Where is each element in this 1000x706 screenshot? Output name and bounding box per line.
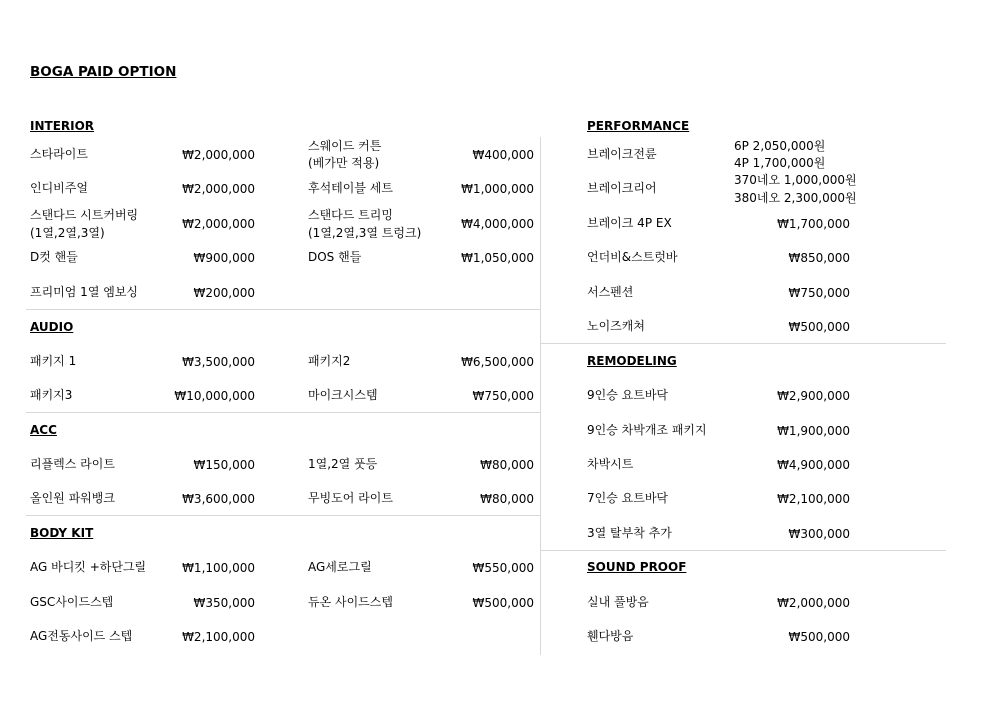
item-name: 브레이크 4P EX [587,216,672,230]
item-name: 스타라이트 [30,147,88,161]
item-price-option: 380네오 2,300,000원 [734,191,857,205]
item-price: ₩80,000 [480,458,534,472]
item-name: 올인원 파워뱅크 [30,491,115,505]
section-heading-performance: PERFORMANCE [587,119,690,133]
item-name: 노이즈캐쳐 [587,319,645,333]
section-heading-audio: AUDIO [30,320,74,334]
item-price: ₩2,000,000 [777,596,850,610]
item-name: D컷 핸들 [30,250,78,264]
item-price: ₩500,000 [788,630,850,644]
item-name: 패키지2 [308,354,351,368]
section-divider-interior [26,309,540,310]
item-price: ₩850,000 [788,251,850,265]
item-name: 인디비주얼 [30,181,88,195]
item-name: 실내 풀방음 [587,595,649,609]
item-price: ₩500,000 [472,596,534,610]
item-name: 패키지 1 [30,354,77,368]
item-name: 패키지3 [30,388,73,402]
item-price: ₩3,600,000 [182,492,255,506]
item-name: AG세로그릴 [308,560,372,574]
section-heading-remodeling: REMODELING [587,354,677,368]
item-price: ₩1,900,000 [777,424,850,438]
section-heading-acc: ACC [30,423,57,437]
section-divider-remodeling [540,550,946,551]
section-divider-performance [540,343,946,344]
item-name: 9인승 차박개조 패키지 [587,423,707,437]
item-price: ₩200,000 [193,286,255,300]
item-name: DOS 핸들 [308,250,362,264]
column-divider [540,137,541,655]
item-name: 9인승 요트바닥 [587,388,669,402]
item-price: ₩2,000,000 [182,148,255,162]
item-name: AG전동사이드 스텝 [30,629,133,643]
item-price: ₩2,100,000 [182,630,255,644]
item-name-note: (1열,2열,3열) [30,226,105,240]
item-name: 차박시트 [587,457,634,471]
item-price: ₩3,500,000 [182,355,255,369]
item-price: ₩300,000 [788,527,850,541]
item-price: ₩2,900,000 [777,389,850,403]
item-price: ₩4,900,000 [777,458,850,472]
item-name-note: (1열,2열,3열 트렁크) [308,226,422,240]
item-price: ₩2,000,000 [182,182,255,196]
item-name: 스탠다드 트리밍 [308,208,393,222]
item-name: 언더비&스트럿바 [587,250,678,264]
item-name: 서스펜션 [587,285,634,299]
item-name: 리플렉스 라이트 [30,457,115,471]
item-name-note: (베가만 적용) [308,156,380,170]
section-heading-bodykit: BODY KIT [30,526,94,540]
item-price: ₩1,100,000 [182,561,255,575]
page-title: BOGA PAID OPTION [30,64,177,80]
item-name: 스탠다드 시트커버링 [30,208,139,222]
item-name: 3열 탈부착 추가 [587,526,672,540]
item-price-option: 370네오 1,000,000원 [734,173,857,187]
item-price: ₩10,000,000 [174,389,255,403]
item-price: ₩150,000 [193,458,255,472]
item-price: ₩1,700,000 [777,217,850,231]
item-name: 스웨이드 커튼 [308,139,382,153]
item-price: ₩4,000,000 [461,217,534,231]
section-heading-soundproof: SOUND PROOF [587,560,687,574]
section-divider-audio [26,412,540,413]
item-name: 브레이크전륜 [587,147,657,161]
item-price: ₩2,100,000 [777,492,850,506]
section-divider-acc [26,515,540,516]
item-price: ₩550,000 [472,561,534,575]
item-price: ₩750,000 [788,286,850,300]
item-name: 무빙도어 라이트 [308,491,393,505]
item-price: ₩750,000 [472,389,534,403]
item-name: 7인승 요트바닥 [587,491,669,505]
item-price-option: 6P 2,050,000원 [734,139,826,153]
item-price: ₩500,000 [788,320,850,334]
item-name: 듀온 사이드스텝 [308,595,393,609]
item-name: 휀다방음 [587,629,634,643]
item-name: 프리미엄 1열 엠보싱 [30,285,139,299]
item-price: ₩6,500,000 [461,355,534,369]
item-name: AG 바디킷 +하단그릴 [30,560,147,574]
item-name: 1열,2열 풋등 [308,457,378,471]
item-name: GSC사이드스텝 [30,595,114,609]
item-price-option: 4P 1,700,000원 [734,156,826,170]
item-name: 브레이크리어 [587,181,657,195]
item-price: ₩80,000 [480,492,534,506]
item-name: 마이크시스템 [308,388,378,402]
item-price: ₩350,000 [193,596,255,610]
item-price: ₩2,000,000 [182,217,255,231]
section-heading-interior: INTERIOR [30,119,95,133]
item-price: ₩1,000,000 [461,182,534,196]
item-name: 후석테이블 세트 [308,181,393,195]
item-price: ₩1,050,000 [461,251,534,265]
item-price: ₩400,000 [472,148,534,162]
item-price: ₩900,000 [193,251,255,265]
